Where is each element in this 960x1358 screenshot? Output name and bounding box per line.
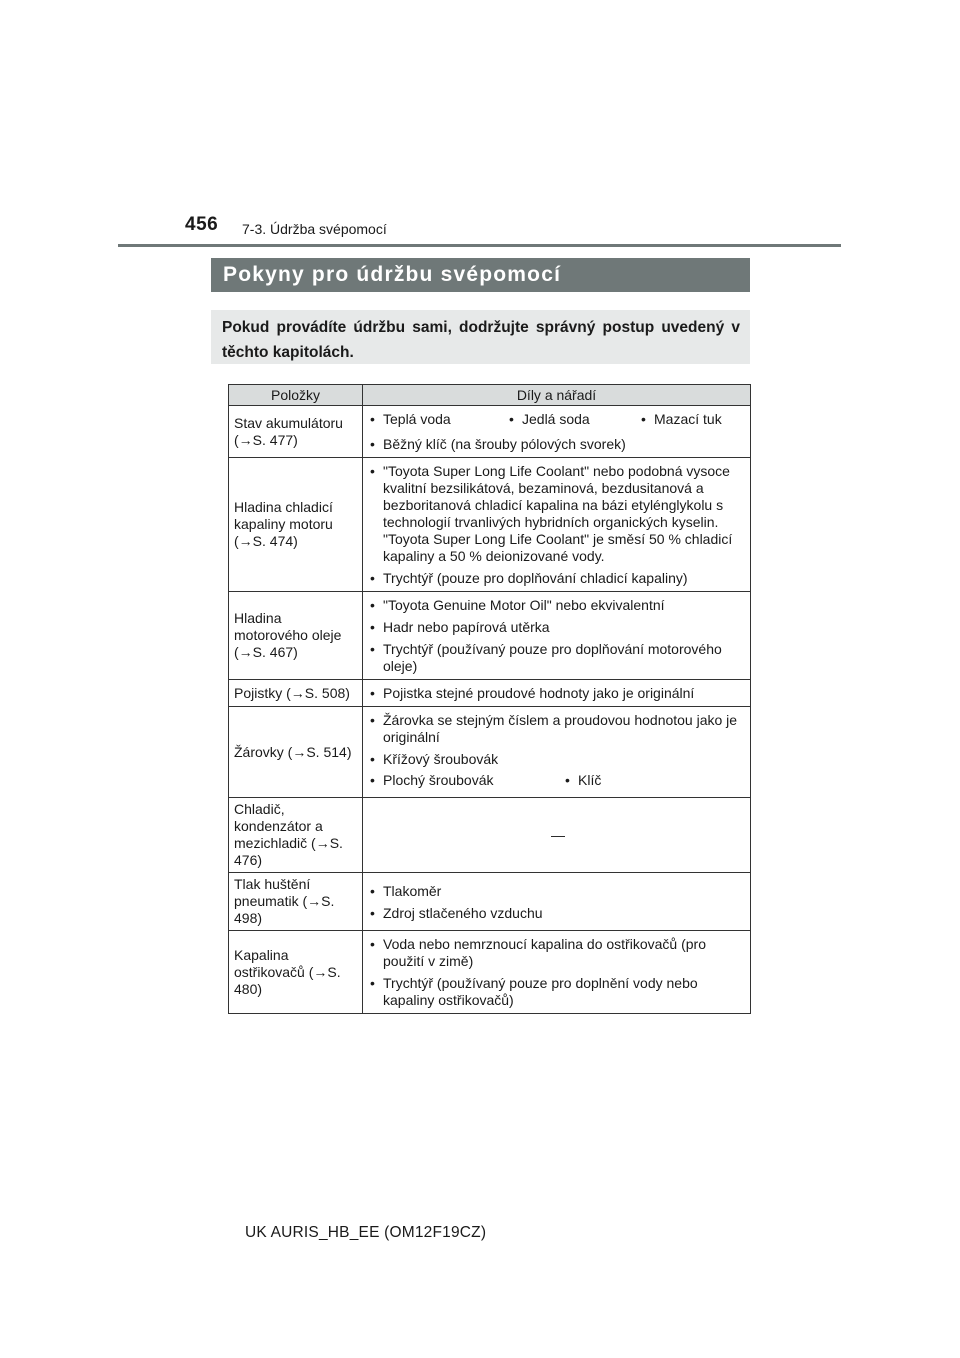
empty-dash: —: [551, 826, 565, 843]
row-item: Žárovky (→S. 514): [229, 707, 363, 798]
row-item: Chladič, kondenzátor a mezichladič (→S. 476): [229, 798, 363, 873]
parts-list: [369, 463, 747, 587]
column-header-items: Položky: [229, 385, 363, 406]
list-item: • Zdroj stlačeného vzduchu: [369, 905, 747, 922]
parts-list: [369, 936, 747, 1009]
intro-note: [211, 310, 750, 364]
row-item: Stav akumulátoru (→S. 477): [229, 406, 363, 458]
list-item: • Teplá voda: [369, 411, 508, 428]
list-item: • Jedlá soda: [508, 411, 640, 428]
row-parts: [363, 798, 751, 873]
header-divider: [118, 244, 841, 247]
list-item: • Trychtýř (používaný pouze pro doplnění vody nebo kapaliny ostřikovačů): [369, 975, 747, 1009]
list-item: • Trychtýř (pouze pro doplňování chladicí kapaliny): [369, 570, 747, 587]
list-item: • Hadr nebo papírová utěrka: [369, 619, 747, 636]
maintenance-table: [228, 384, 751, 1014]
list-item: • Plochý šroubovák: [369, 772, 564, 789]
list-item: • Křížový šroubovák: [369, 751, 747, 768]
row-parts: [363, 873, 751, 931]
list-item: • Voda nebo nemrznoucí kapalina do ostřikovačů (pro použití v zimě): [369, 936, 747, 970]
row-item: Kapalina ostřikovačů (→S. 480): [229, 931, 363, 1014]
row-parts: [363, 680, 751, 707]
section-breadcrumb: 7-3. Údržba svépomocí: [242, 221, 387, 237]
list-item: • Tlakoměr: [369, 883, 747, 900]
row-parts: [363, 458, 751, 592]
list-item: • Pojistka stejné proudové hodnoty jako je originální: [369, 685, 747, 702]
inline-parts-list: [369, 769, 747, 794]
parts-list: [369, 597, 747, 675]
table-row: [229, 680, 751, 707]
row-parts: [363, 592, 751, 680]
row-parts: [363, 931, 751, 1014]
row-item: Hladina chladicí kapaliny motoru (→S. 474): [229, 458, 363, 592]
row-item: Pojistky (→S. 508): [229, 680, 363, 707]
column-header-parts: Díly a nářadí: [363, 385, 751, 406]
list-item: • Klíč: [564, 772, 601, 793]
table-row: [229, 707, 751, 798]
parts-list: [369, 685, 747, 702]
intro-text: Pokud provádíte údržbu sami, dodržujte správný postup uvedený v těchto kapitolách.: [222, 319, 740, 361]
list-item: • Žárovka se stejným číslem a proudovou hodnotou jako je originální: [369, 712, 747, 746]
table-row: [229, 798, 751, 873]
page-number: 456: [185, 214, 219, 235]
table-header-row: [229, 385, 751, 406]
list-item: • Trychtýř (používaný pouze pro doplňování motorového oleje): [369, 641, 747, 675]
page-title: Pokyny pro údržbu svépomocí: [211, 258, 750, 292]
row-parts: [363, 406, 751, 458]
parts-list: [369, 883, 747, 922]
table-row: [229, 406, 751, 458]
list-item: • Mazací tuk: [640, 411, 722, 432]
table-row: [229, 458, 751, 592]
inline-parts-list: [369, 408, 747, 433]
list-item: • "Toyota Super Long Life Coolant" nebo podobná vysoce kvalitní bezsilikátová, bezaminová, bezdusitanová a bezboritanová chladicí kapalina na bázi etylénglykolu s technologií trvanlivých hybridních organických kyselin. "Toyota Super Long Life Coolant" je směsí 50 % chladicí kapaliny a 50 % deionizované vody.: [369, 463, 747, 565]
row-parts: [363, 707, 751, 798]
table-row: [229, 873, 751, 931]
row-item: Tlak huštění pneumatik (→S. 498): [229, 873, 363, 931]
list-item: • "Toyota Genuine Motor Oil" nebo ekvivalentní: [369, 597, 747, 614]
list-item: • Běžný klíč (na šrouby pólových svorek): [369, 436, 747, 453]
table-row: [229, 592, 751, 680]
table-row: [229, 931, 751, 1014]
parts-list: [369, 436, 747, 453]
document-footer: UK AURIS_HB_EE (OM12F19CZ): [245, 1224, 487, 1241]
row-item: Hladina motorového oleje (→S. 467): [229, 592, 363, 680]
parts-list: [369, 712, 747, 768]
